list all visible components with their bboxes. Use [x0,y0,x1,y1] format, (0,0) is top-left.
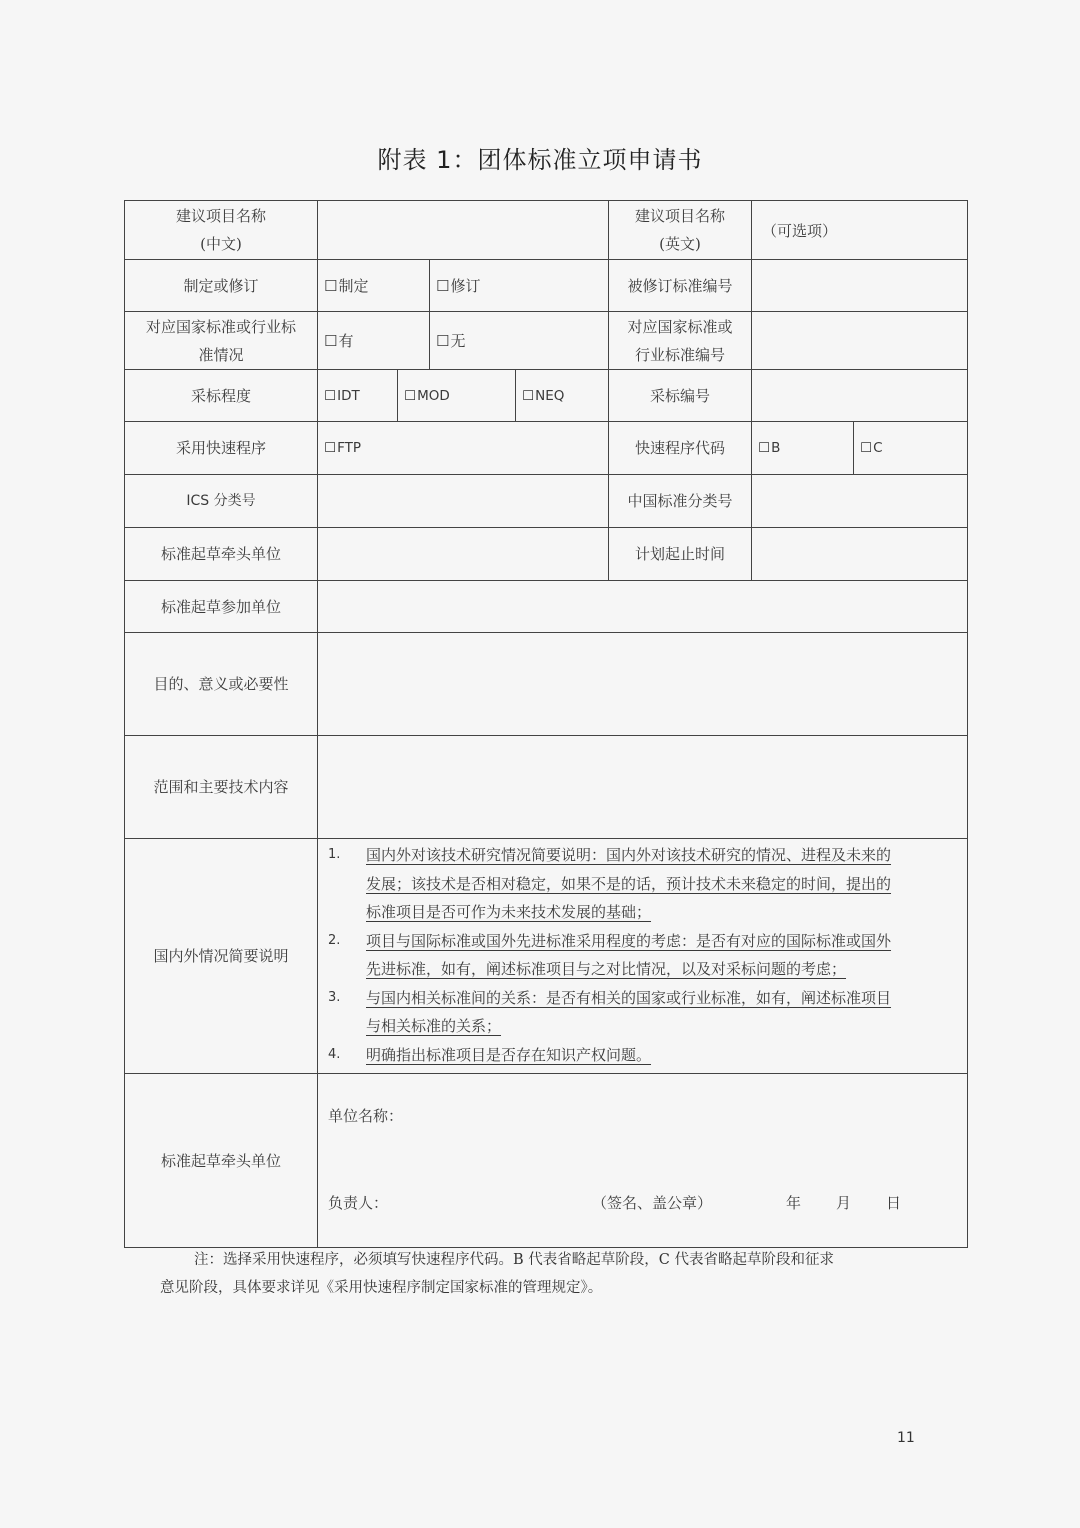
list-item: 2. 项目与国际标准或国外先进标准采用程度的考虑：是否有对应的国际标准或国外 先进标准，如有，阐述标准项目与之对比情况，以及对采标问题的考虑； [328,931,892,978]
row-fast-procedure [125,422,968,475]
list-item: 3. 与国内相关标准间的关系：是否有相关的国家或行业标准，如有，阐述标准项目 与相关标准的关系； [328,988,892,1035]
revised-std-no-label: 被修订标准编号 [609,260,752,312]
lead-unit-label: 标准起草牵头单位 [125,528,318,581]
ccs-label: 中国标准分类号 [609,475,752,528]
participant-label: 标准起草参加单位 [125,581,318,633]
purpose-label: 目的、意义或必要性 [125,633,318,736]
corr-std-no-field[interactable] [752,312,968,370]
checkbox-ftp[interactable]: ☐ FTP [318,422,609,475]
corr-std-label: 对应国家标准或行业标 准情况 [125,312,318,370]
corr-std-no-label: 对应国家标准或 行业标准编号 [609,312,752,370]
overview-label: 国内外情况简要说明 [125,839,318,1074]
unit-name-label: 单位名称： [328,1106,404,1125]
row-adoption-degree [125,370,968,422]
participant-field[interactable] [318,581,968,633]
fast-code-label: 快速程序代码 [609,422,752,475]
year-label: 年 [786,1193,802,1212]
purpose-field[interactable] [318,633,968,736]
row-scope [125,736,968,839]
lead-unit-field[interactable] [318,528,609,581]
fast-proc-label: 采用快速程序 [125,422,318,475]
checkbox-neq[interactable]: ☐ NEQ [516,370,609,422]
footnote [160,1246,940,1302]
footnote-line-2: 意见阶段，具体要求详见《采用快速程序制定国家标准的管理规定》。 [160,1280,603,1296]
row-purpose [125,633,968,736]
page-number: 11 [897,1430,915,1446]
footnote-line-1: 注：选择采用快速程序，必须填写快速程序代码。B 代表省略起草阶段，C 代表省略起草阶段和征求 [194,1252,834,1268]
make-or-revise-label: 制定或修订 [125,260,318,312]
project-name-en-field[interactable] [752,201,968,260]
checkbox-c[interactable]: ☐ C [854,422,968,475]
list-item: 1. 国内外对该技术研究情况简要说明：国内外对该技术研究的情况、进程及未来的 发展；该技术是否相对稳定，如果不是的话，预计技术未来稳定的时间，提出的 标准项目是否可作为未来技术发展的基础； [328,846,892,921]
month-label: 月 [836,1193,852,1212]
row-make-or-revise [125,260,968,312]
optional-hint: （可选项） [762,221,838,240]
scope-field[interactable] [318,736,968,839]
overview-field[interactable] [318,839,968,1074]
scope-label: 范围和主要技术内容 [125,736,318,839]
row-classification [125,475,968,528]
row-project-name [125,201,968,260]
ics-field[interactable] [318,475,609,528]
page-title: 附表 1：团体标准立项申请书 [377,146,703,174]
plan-time-field[interactable] [752,528,968,581]
revised-std-no-field[interactable] [752,260,968,312]
checkbox-mod[interactable]: ☐ MOD [398,370,516,422]
adopt-no-field[interactable] [752,370,968,422]
row-participants [125,581,968,633]
checkbox-revise[interactable]: ☐ 修订 [430,260,609,312]
seal-label: （签名、盖公章） [592,1193,713,1212]
ccs-field[interactable] [752,475,968,528]
responsible-label: 负责人： [328,1193,389,1212]
lead-unit-label-2: 标准起草牵头单位 [125,1074,318,1248]
adopt-degree-label: 采标程度 [125,370,318,422]
overview-list [324,841,959,1069]
adopt-no-label: 采标编号 [609,370,752,422]
ics-label: ICS 分类号 [125,475,318,528]
project-name-cn-label: 建议项目名称 (中文) [125,201,318,260]
checkbox-idt[interactable]: ☐ IDT [318,370,398,422]
row-signature [125,1074,968,1248]
checkbox-b[interactable]: ☐ B [752,422,854,475]
checkbox-no[interactable]: ☐ 无 [430,312,609,370]
day-label: 日 [886,1193,902,1212]
project-name-en-label: 建议项目名称 (英文) [609,201,752,260]
checkbox-yes[interactable]: ☐ 有 [318,312,430,370]
row-lead-unit [125,528,968,581]
checkbox-make[interactable]: ☐ 制定 [318,260,430,312]
row-corresponding-standard [125,312,968,370]
project-name-cn-field[interactable] [318,201,609,260]
plan-time-label: 计划起止时间 [609,528,752,581]
application-form-table [124,200,968,1248]
list-item: 4. 明确指出标准项目是否存在知识产权问题。 [328,1045,652,1064]
row-overview [125,839,968,1074]
signature-cell[interactable] [318,1074,968,1248]
